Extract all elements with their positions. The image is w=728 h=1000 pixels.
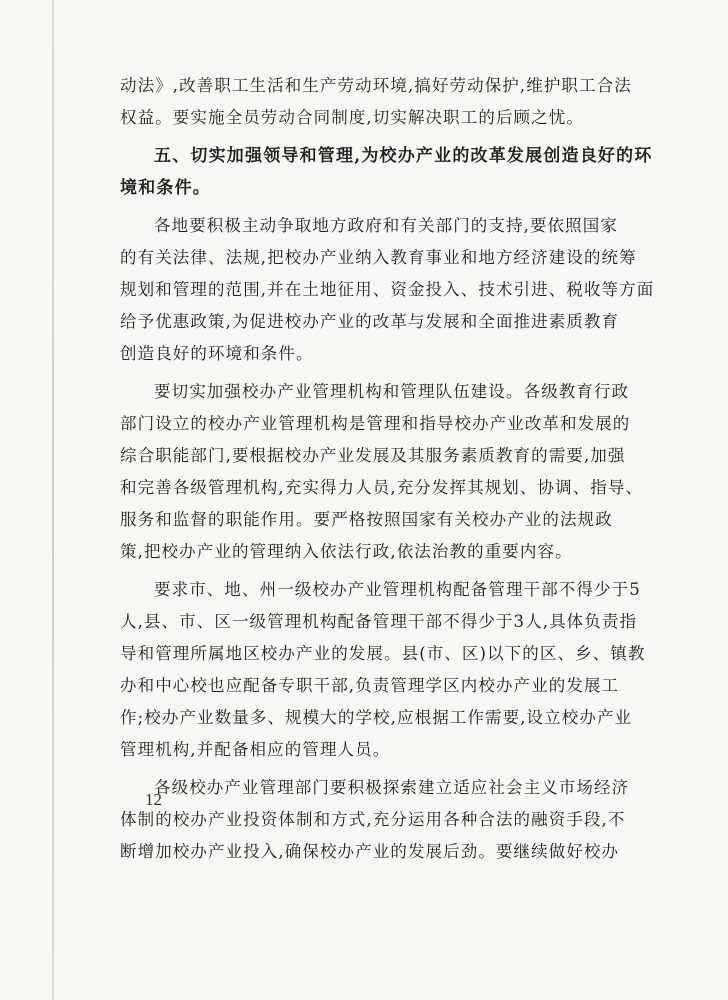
paragraph-line: 要求市、地、州一级校办产业管理机构配备管理干部不得少于5 [154,580,641,599]
document-page [120,70,655,868]
paragraph-line: 给予优惠政策,为促进校办产业的改革与发展和全面推进素质教育 [120,312,620,331]
paragraph-line: 断增加校办产业投入,确保校办产业的发展后劲。要继续做好校办 [120,842,620,861]
paragraph-line: 导和管理所属地区校办产业的发展。县(市、区)以下的区、乡、镇教 [120,644,646,663]
page-binding-edge [52,0,54,1000]
paragraph-2 [120,376,644,568]
text-line: 动法》,改善职工生活和生产劳动环境,搞好劳动保护,维护职工合法 [120,76,632,95]
text-line: 权益。要实施全员劳动合同制度,切实解决职工的后顾之忧。 [120,108,584,127]
paragraph-3 [120,574,646,766]
paragraph-line: 作;校办产业数量多、规模大的学校,应根据工作需要,设立校办产业 [120,708,633,727]
paragraph-line: 和完善各级管理机构,充实得力人员,充分发挥其规划、协调、指导、 [120,478,644,497]
section-heading-continued: 境和条件。 [120,178,211,198]
paragraph-1 [120,210,655,370]
paragraph-line: 服务和监督的职能作用。要严格按照国家有关校办产业的法规政 [120,510,613,529]
paragraph-line: 人,县、市、区一级管理机构配备管理干部不得少于3人,具体负责指 [120,612,638,631]
paragraph-line: 体制的校办产业投资体制和方式,充分运用各种合法的融资手段,不 [120,810,626,829]
paragraph-line: 各级校办产业管理部门要积极探索建立适应社会主义市场经济 [154,778,630,797]
paragraph-line: 的有关法律、法规,把校办产业纳入教育事业和地方经济建设的统筹 [120,248,637,267]
paragraph-line: 创造良好的环境和条件。 [120,344,314,363]
paragraph-line: 办和中心校也应配备专职干部,负责管理学区内校办产业的发展工 [120,676,620,695]
paragraph-line: 综合职能部门,要根据校办产业发展及其服务素质教育的需要,加强 [120,446,626,465]
paragraph-4 [120,772,630,868]
paragraph-line: 各地要积极主动争取地方政府和有关部门的支持,要依照国家 [154,216,618,235]
paragraph-line: 管理机构,并配备相应的管理人员。 [120,740,391,759]
section-heading: 五、切实加强领导和管理,为校办产业的改革发展创造良好的环 [154,146,653,166]
paragraph-line: 策,把校办产业的管理纳入依法行政,依法治教的重要内容。 [120,542,573,561]
paragraph-line: 规划和管理的范围,并在土地征用、资金投入、技术引进、税收等方面 [120,280,655,299]
page-number: 12 [145,790,162,809]
paragraph-line: 部门设立的校办产业管理机构是管理和指导校办产业改革和发展的 [120,414,631,433]
paragraph-line: 要切实加强校办产业管理机构和管理队伍建设。各级教育行政 [154,382,630,401]
